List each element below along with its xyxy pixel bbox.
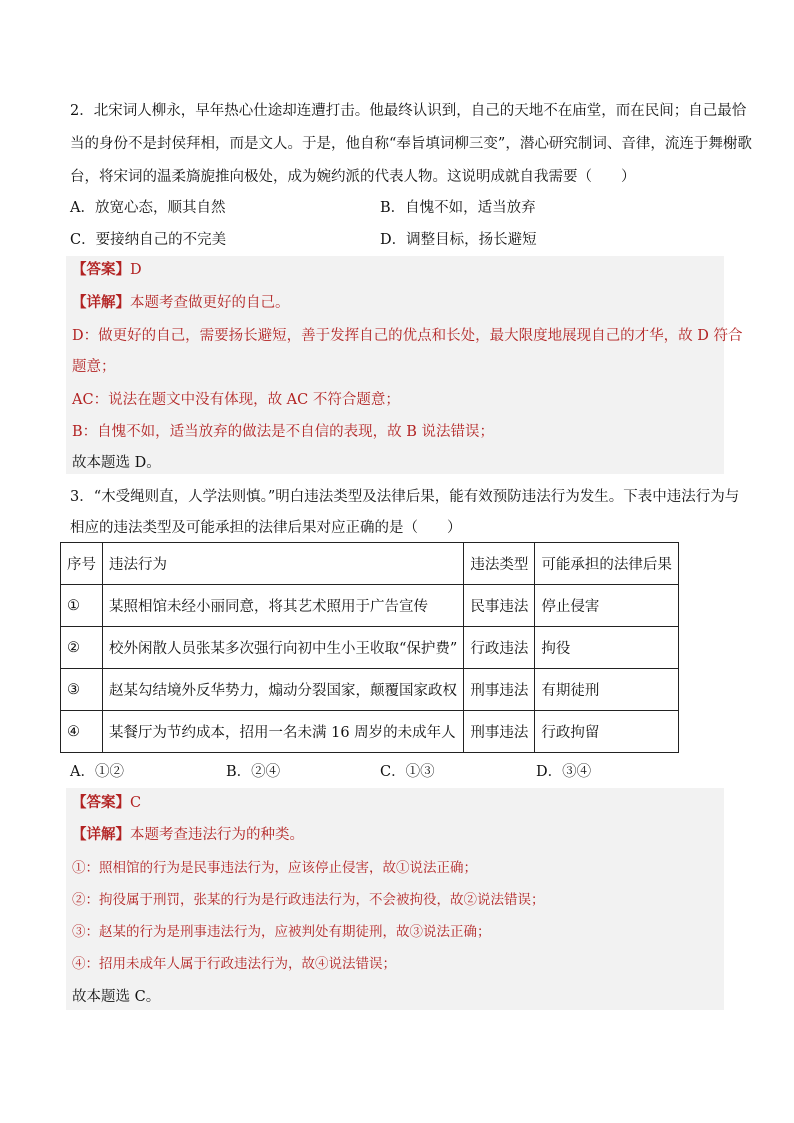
header-cell: 违法行为: [103, 543, 464, 585]
explanation-line: ②：拘役属于刑罚，张某的行为是行政违法行为，不会被拘役，故②说法错误；: [72, 892, 545, 908]
header-cell: 违法类型: [464, 543, 535, 585]
table-cell: 拘役: [535, 627, 679, 669]
table-cell: 有期徒刑: [535, 669, 679, 711]
table-cell: 停止侵害: [535, 585, 679, 627]
detail-text: 本题考查做更好的自己。: [130, 295, 290, 311]
table-cell: 刑事违法: [464, 669, 535, 711]
table-cell: 行政拘留: [535, 711, 679, 753]
question-2-line: 台，将宋词的温柔旖旎推向极处，成为婉约派的代表人物。这说明成就自我需要（ ）: [70, 169, 636, 185]
header-cell: 序号: [61, 543, 103, 585]
header-cell: 可能承担的法律后果: [535, 543, 679, 585]
explanation-line: D：做更好的自己，需要扬长避短，善于发挥自己的优点和长处，最大限度地展现自己的才华，故 D 符合: [72, 328, 743, 344]
conclusion: 故本题选 C。: [72, 989, 161, 1005]
explanation-line: AC：说法在题文中没有体现，故 AC 不符合题意；: [72, 392, 400, 408]
answer-line: [72, 793, 141, 813]
answer-value: C: [130, 795, 142, 811]
option-b: B．②④: [226, 764, 281, 780]
question-3-line: 相应的违法类型及可能承担的法律后果对应正确的是（ ）: [70, 520, 462, 536]
table-header-row: [61, 543, 679, 585]
option-a: A．放宽心态，顺其自然: [70, 200, 226, 216]
option-a: A．①②: [70, 764, 124, 780]
law-table: [60, 542, 679, 753]
table-cell: 行政违法: [464, 627, 535, 669]
detail-label: 【详解】: [72, 826, 130, 843]
detail-line: [72, 293, 290, 313]
option-c: C．①③: [380, 764, 435, 780]
table-cell: ③: [61, 669, 103, 711]
explanation-line: ④：招用未成年人属于行政违法行为，故④说法错误；: [72, 956, 396, 972]
option-d: D．调整目标，扬长避短: [380, 232, 537, 248]
conclusion: 故本题选 D。: [72, 455, 161, 471]
table-row: [61, 585, 679, 627]
table-cell: 某餐厅为节约成本，招用一名未满 16 周岁的未成年人: [103, 711, 464, 753]
table-cell: 校外闲散人员张某多次强行向初中生小王收取“保护费”: [103, 627, 464, 669]
option-c: C．要接纳自己的不完美: [70, 232, 227, 248]
table-cell: ①: [61, 585, 103, 627]
table-cell: ④: [61, 711, 103, 753]
detail-label: 【详解】: [72, 294, 130, 311]
table-cell: ②: [61, 627, 103, 669]
answer-block-2: [66, 256, 743, 474]
detail-line: [72, 825, 304, 845]
answer-value: D: [130, 262, 142, 278]
table-row: [61, 627, 679, 669]
option-b: B．自愧不如，适当放弃: [380, 200, 536, 216]
answer-block-3: [66, 788, 724, 1010]
answer-line: [72, 260, 142, 280]
table-row: [61, 711, 679, 753]
question-3-line: 3．“木受绳则直，人学法则慎。”明白违法类型及法律后果，能有效预防违法行为发生。下表中违法行为与: [70, 489, 740, 505]
question-2-line: 当的身份不是封侯拜相，而是文人。于是，他自称“奉旨填词柳三变”，潜心研究制词、音律，流连于舞榭歌: [70, 136, 752, 152]
answer-label: 【答案】: [72, 261, 130, 278]
explanation-line: B：自愧不如，适当放弃的做法是不自信的表现，故 B 说法错误；: [72, 424, 495, 440]
table-cell: 赵某勾结境外反华势力，煽动分裂国家，颠覆国家政权: [103, 669, 464, 711]
table-cell: 某照相馆未经小丽同意，将其艺术照用于广告宣传: [103, 585, 464, 627]
answer-label: 【答案】: [72, 794, 130, 811]
explanation-line: 题意；: [72, 359, 116, 375]
table-row: [61, 669, 679, 711]
option-d: D．③④: [536, 764, 592, 780]
explanation-line: ③：赵某的行为是刑事违法行为，应被判处有期徒刑，故③说法正确；: [72, 924, 491, 940]
table-cell: 民事违法: [464, 585, 535, 627]
question-2-line: 2．北宋词人柳永，早年热心仕途却连遭打击。他最终认识到，自己的天地不在庙堂，而在民间；自己最恰: [70, 103, 747, 119]
detail-text: 本题考查违法行为的种类。: [130, 827, 304, 843]
table-cell: 刑事违法: [464, 711, 535, 753]
explanation-line: ①：照相馆的行为是民事违法行为，应该停止侵害，故①说法正确；: [72, 860, 477, 876]
